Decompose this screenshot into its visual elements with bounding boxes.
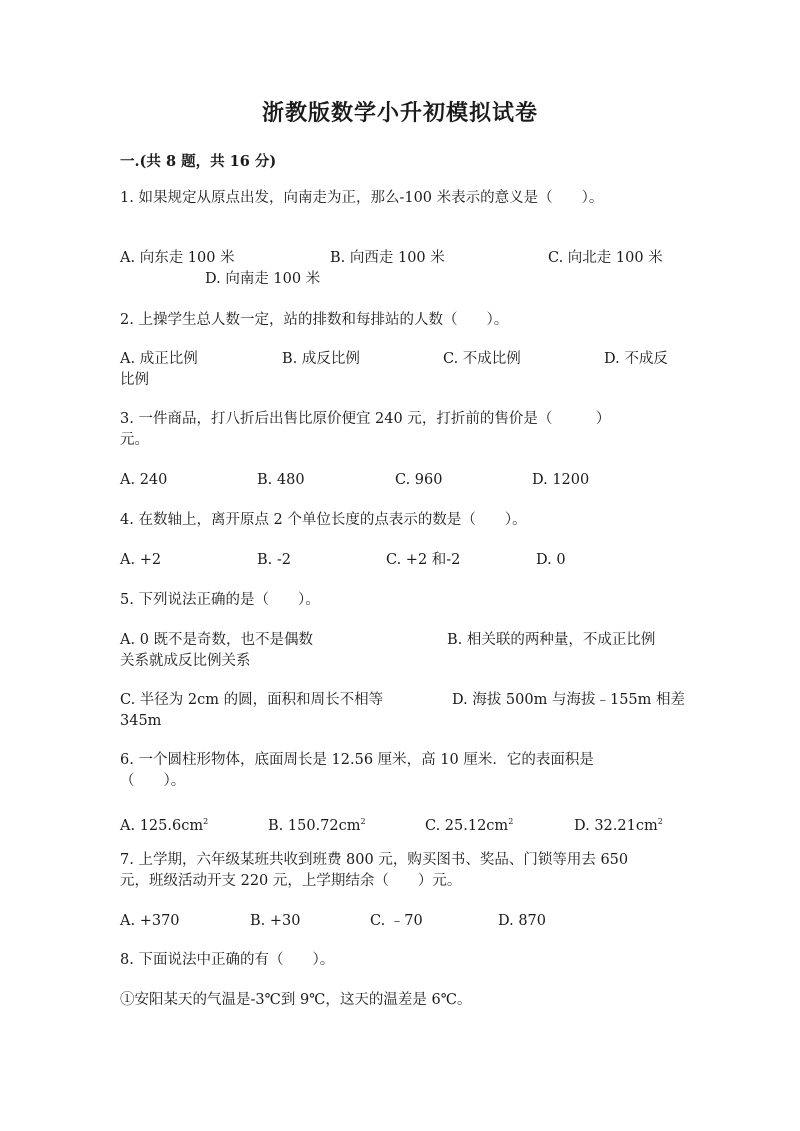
question-5-option-a: A. 0 既不是奇数，也不是偶数 (120, 632, 314, 648)
question-3-option-b: B. 480 (257, 472, 305, 488)
question-7-option-a: A. +370 (120, 913, 180, 929)
question-3-stem-continued: 元。 (120, 432, 149, 448)
question-5-option-d-continued: 345m (120, 713, 162, 729)
question-2-option-d: D. 不成反 (604, 351, 668, 367)
question-2-stem: 2. 上操学生总人数一定，站的排数和每排站的人数（ ）。 (120, 312, 509, 328)
section-heading: 一.(共 8 题，共 16 分) (120, 153, 277, 170)
superscript-two: 2 (657, 817, 663, 826)
question-5-option-d: D. 海拔 500m 与海拔﹣155m 相差 (452, 692, 686, 708)
question-1-option-b: B. 向西走 100 米 (330, 250, 445, 266)
question-2-option-a: A. 成正比例 (120, 351, 198, 367)
question-1-stem: 1. 如果规定从原点出发，向南走为正，那么-100 米表示的意义是（ ）。 (120, 190, 604, 206)
superscript-two: 2 (203, 817, 209, 826)
question-4-option-c: C. +2 和-2 (386, 552, 461, 568)
question-7-stem-continued: 元，班级活动开支 220 元，上学期结余（ ）元。 (120, 873, 462, 889)
question-6-option-c (425, 811, 513, 837)
question-6-option-a-text: A. 125.6cm (120, 818, 204, 834)
question-5-option-b: B. 相关联的两种量，不成正比例 (447, 632, 656, 648)
question-4-option-d: D. 0 (536, 552, 566, 568)
question-3-stem: 3. 一件商品，打八折后出售比原价便宜 240 元，打折前的售价是（ ） (120, 411, 611, 427)
question-6-option-d (574, 811, 663, 837)
question-6-option-c-text: C. 25.12cm (425, 818, 509, 834)
question-1-option-c: C. 向北走 100 米 (548, 250, 663, 266)
question-7-stem: 7. 上学期，六年级某班共收到班费 800 元，购买图书、奖品、门锁等用去 650 (120, 852, 629, 868)
question-7-option-c: C. ﹣70 (370, 913, 423, 929)
question-1-option-a: A. 向东走 100 米 (120, 250, 235, 266)
question-6-stem: 6. 一个圆柱形物体，底面周长是 12.56 厘米，高 10 厘米．它的表面积是 (120, 752, 594, 768)
question-7-option-b: B. +30 (250, 913, 301, 929)
question-2-option-c: C. 不成比例 (443, 351, 521, 367)
question-6-option-b (268, 811, 366, 837)
superscript-two: 2 (508, 817, 514, 826)
question-1-option-d: D. 向南走 100 米 (205, 271, 321, 287)
question-3-option-d: D. 1200 (532, 472, 590, 488)
superscript-two: 2 (360, 817, 366, 826)
question-4-option-a: A. +2 (120, 552, 162, 568)
question-5-option-b-continued: 关系就成反比例关系 (120, 653, 251, 669)
question-4-stem: 4. 在数轴上，离开原点 2 个单位长度的点表示的数是（ ）。 (120, 512, 527, 528)
question-6-option-b-text: B. 150.72cm (268, 818, 361, 834)
question-6-option-a (120, 811, 208, 837)
question-3-option-c: C. 960 (395, 472, 443, 488)
question-5-stem: 5. 下列说法正确的是（ ）。 (120, 592, 320, 608)
question-4-option-b: B. -2 (257, 552, 291, 568)
question-8-statement-1: ①安阳某天的气温是-3℃到 9℃，这天的温差是 6℃。 (120, 992, 472, 1008)
question-6-stem-continued: （ ）。 (120, 773, 186, 789)
question-2-option-d-continued: 比例 (120, 372, 149, 388)
question-6-option-d-text: D. 32.21cm (574, 818, 658, 834)
question-2-option-b: B. 成反比例 (282, 351, 360, 367)
page-title: 浙教版数学小升初模拟试卷 (261, 100, 538, 126)
question-3-option-a: A. 240 (120, 472, 168, 488)
question-8-stem: 8. 下面说法中正确的有（ ）。 (120, 952, 335, 968)
question-7-option-d: D. 870 (498, 913, 547, 929)
question-5-option-c: C. 半径为 2cm 的圆，面积和周长不相等 (120, 692, 384, 708)
